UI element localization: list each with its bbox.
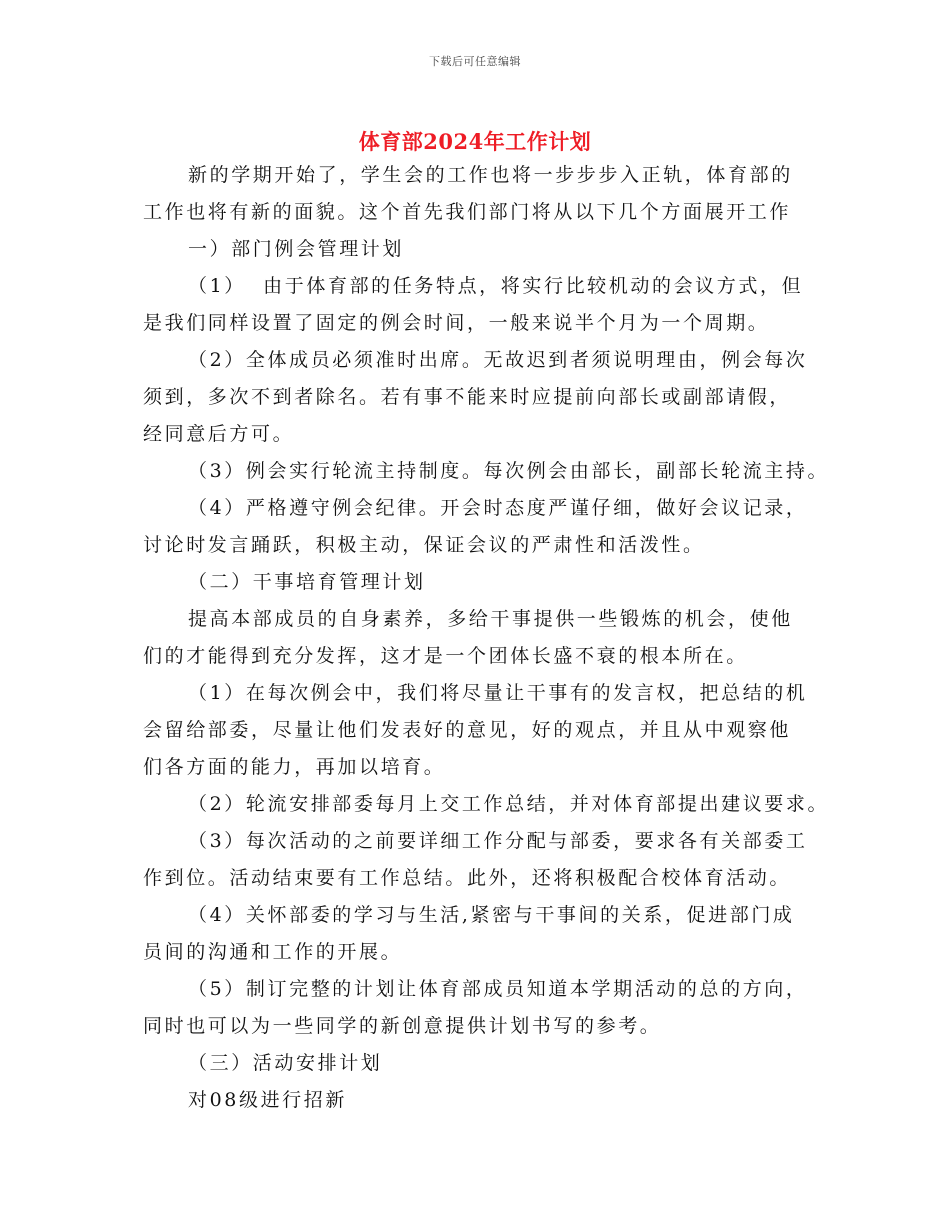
paragraph [143, 1045, 923, 1082]
text-line: 们各方面的能力，再加以培育。 [143, 756, 446, 778]
text-line: （4）关怀部委的学习与生活,紧密与干事间的关系，促进部门成 [188, 904, 795, 926]
text-line: （1）在每次例会中，我们将尽量让干事有的发言权，把总结的机 [188, 682, 808, 704]
paragraph [143, 564, 923, 601]
paragraph [143, 786, 923, 823]
paragraph [143, 897, 923, 971]
text-line: 新的学期开始了，学生会的工作也将一步步步入正轨，体育部的 [188, 164, 793, 186]
text-line: 工作也将有新的面貌。这个首先我们部门将从以下几个方面展开工作 [143, 201, 792, 223]
text-line: 提高本部成员的自身素养，多给干事提供一些锻炼的机会，使他 [188, 608, 793, 630]
text-line: 讨论时发言踊跃，积极主动，保证会议的严肃性和活泼性。 [143, 534, 705, 556]
paragraph [143, 453, 923, 490]
paragraph [143, 490, 923, 564]
paragraph [143, 268, 923, 342]
text-line: （三）活动安排计划 [188, 1052, 383, 1074]
text-line: （2）轮流安排部委每月上交工作总结，并对体育部提出建议要求。 [188, 793, 830, 815]
text-line: 是我们同样设置了固定的例会时间，一般来说半个月为一个周期。 [143, 312, 770, 334]
paragraph [143, 601, 923, 675]
paragraph [143, 231, 923, 268]
page-header-note: 下载后可任意编辑 [429, 55, 521, 68]
text-line: 同时也可以为一些同学的新创意提供计划书写的参考。 [143, 1015, 662, 1037]
text-line: （4）严格遵守例会纪律。开会时态度严谨仔细，做好会议记录， [188, 497, 808, 519]
text-line: 员间的沟通和工作的开展。 [143, 941, 403, 963]
text-line: （3）每次活动的之前要详细工作分配与部委，要求各有关部委工 [188, 830, 808, 852]
text-line: （5）制订完整的计划让体育部成员知道本学期活动的总的方向， [188, 978, 808, 1000]
paragraph [143, 157, 923, 231]
text-line: 们的才能得到充分发挥，这才是一个团体长盛不衰的根本所在。 [143, 645, 748, 667]
paragraph [143, 1082, 923, 1119]
text-line: （二）干事培育管理计划 [188, 571, 426, 593]
text-line: 经同意后方可。 [143, 423, 295, 445]
paragraph [143, 342, 923, 453]
text-line: （2）全体成员必须准时出席。无故迟到者须说明理由，例会每次 [188, 349, 808, 371]
text-line: （1） 由于体育部的任务特点，将实行比较机动的会议方式，但 [188, 275, 804, 297]
document-body [143, 157, 923, 1119]
text-line: 一）部门例会管理计划 [188, 238, 405, 260]
text-line: 须到，多次不到者除名。若有事不能来时应提前向部长或副部请假， [143, 386, 792, 408]
paragraph [143, 971, 923, 1045]
text-line: （3）例会实行轮流主持制度。每次例会由部长，副部长轮流主持。 [188, 460, 830, 482]
paragraph [143, 823, 923, 897]
paragraph [143, 675, 923, 786]
document-title: 体育部2024年工作计划 [358, 129, 592, 155]
text-line: 对08级进行招新 [188, 1089, 347, 1111]
text-line: 会留给部委，尽量让他们发表好的意见，好的观点，并且从中观察他 [143, 719, 792, 741]
text-line: 作到位。活动结束要有工作总结。此外，还将积极配合校体育活动。 [143, 867, 792, 889]
